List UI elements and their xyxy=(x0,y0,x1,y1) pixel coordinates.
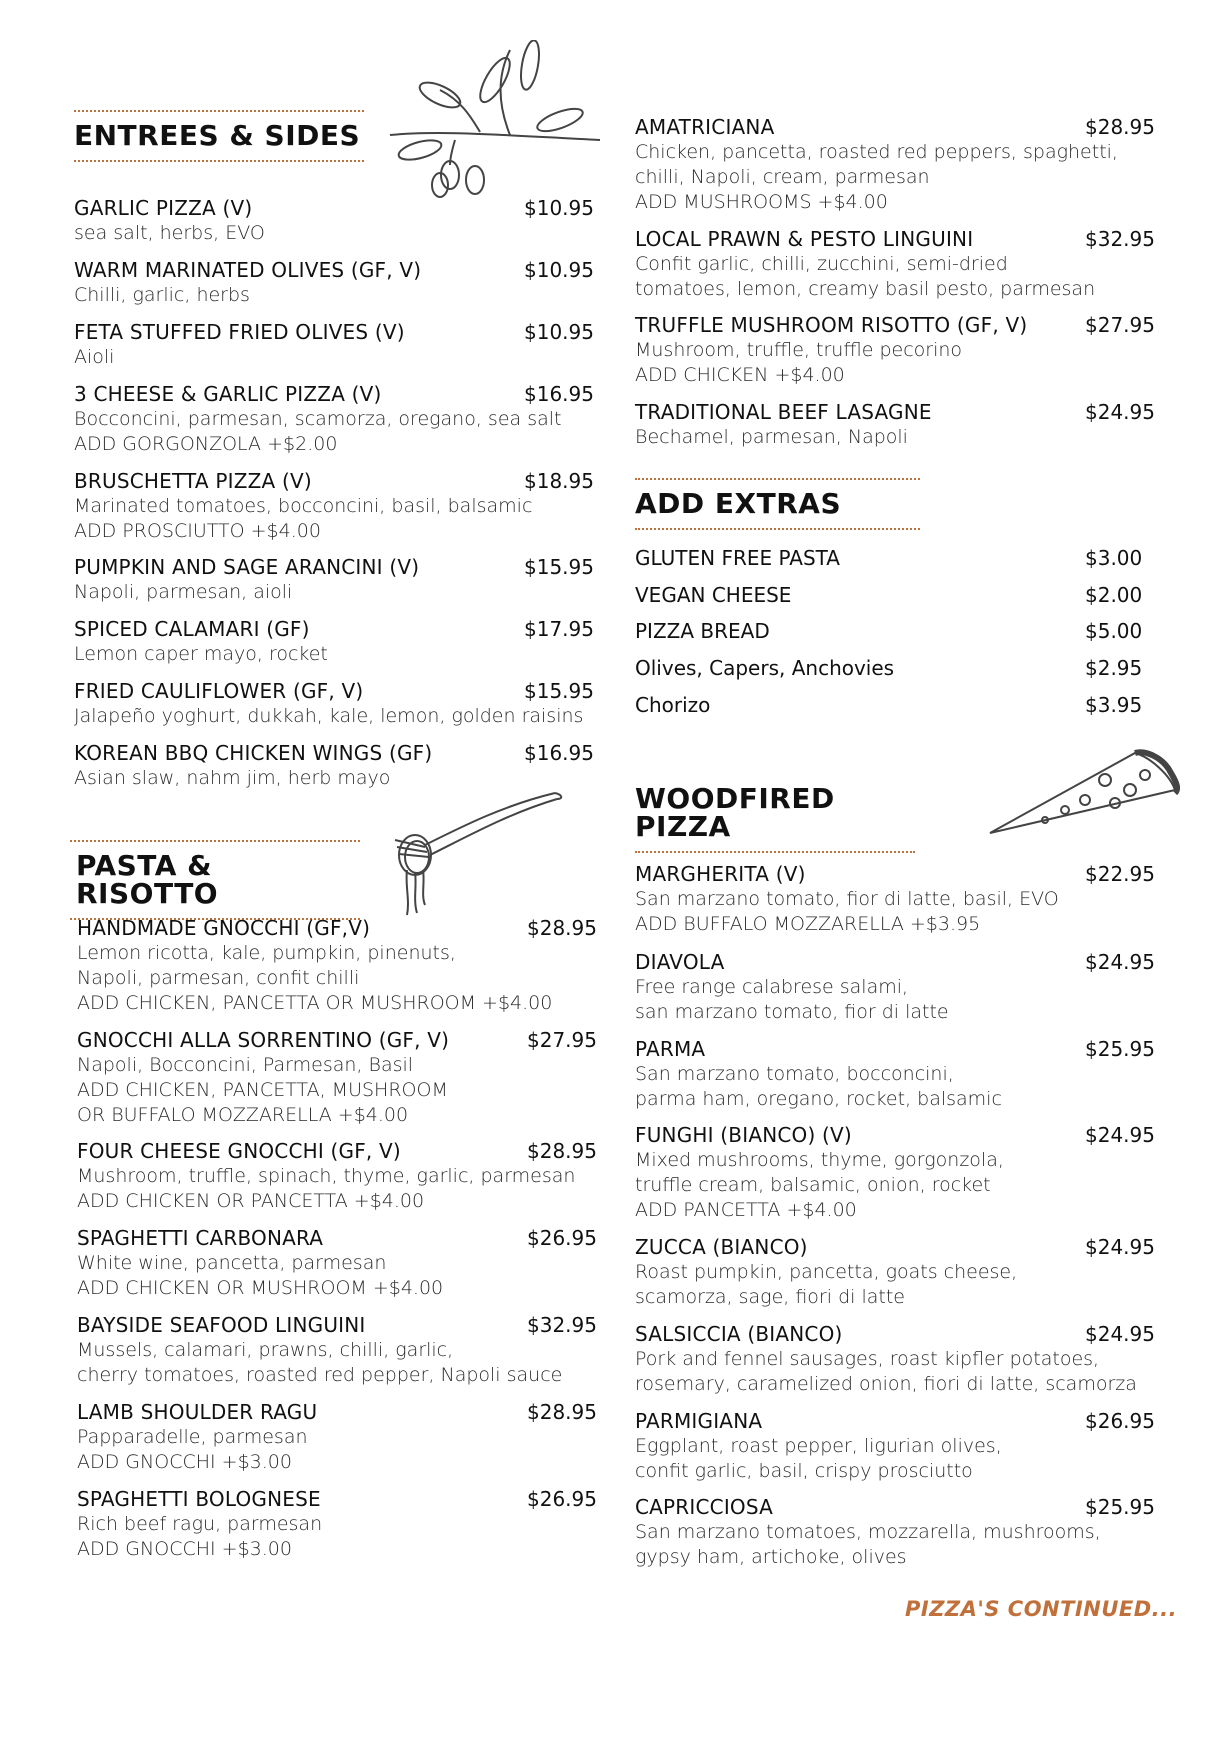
menu-item-description: Lemon caper mayo, rocket xyxy=(74,643,328,665)
menu-item-name: LAMB SHOULDER RAGU xyxy=(77,1400,318,1424)
menu-item-price: $28.95 xyxy=(527,1400,597,1424)
section-title: ADD EXTRAS xyxy=(635,487,842,520)
menu-item xyxy=(74,258,614,308)
menu-item-price: $24.95 xyxy=(1085,1235,1155,1259)
extra-item-name: Chorizo xyxy=(635,693,711,717)
divider xyxy=(635,851,915,853)
menu-item xyxy=(635,1495,1175,1570)
menu-item-price: $26.95 xyxy=(527,1487,597,1511)
menu-item-price: $32.95 xyxy=(527,1313,597,1337)
menu-item xyxy=(74,555,614,605)
menu-item xyxy=(635,1037,1175,1112)
menu-item-description: sea salt, herbs, EVO xyxy=(74,222,265,244)
menu-item-description: gypsy ham, artichoke, olives xyxy=(635,1546,907,1568)
menu-item-price: $24.95 xyxy=(1085,950,1155,974)
menu-item-name: GNOCCHI ALLA SORRENTINO (GF, V) xyxy=(77,1028,450,1052)
menu-item-name: PUMPKIN AND SAGE ARANCINI (V) xyxy=(74,555,420,579)
menu-item-price: $15.95 xyxy=(524,555,594,579)
menu-item xyxy=(77,1487,617,1562)
pizza-continued-note: PIZZA'S CONTINUED... xyxy=(905,1597,1178,1621)
menu-item-description: Pork and fennel sausages, roast kipfler potatoes, xyxy=(635,1348,1100,1370)
menu-item-description: ADD GNOCCHI +$3.00 xyxy=(77,1451,292,1473)
extra-item-price: $2.00 xyxy=(1085,583,1143,607)
menu-item-description: Papparadelle, parmesan xyxy=(77,1426,308,1448)
menu-item-description: Mushroom, truffle, truffle pecorino xyxy=(635,339,963,361)
menu-item-price: $26.95 xyxy=(527,1226,597,1250)
menu-item-price: $10.95 xyxy=(524,258,594,282)
fork-spaghetti-icon xyxy=(385,785,565,925)
menu-item-description: San marzano tomato, bocconcini, xyxy=(635,1063,954,1085)
menu-item-price: $25.95 xyxy=(1085,1037,1155,1061)
menu-item xyxy=(74,320,614,370)
extra-item xyxy=(635,619,1155,644)
menu-item-price: $18.95 xyxy=(524,469,594,493)
menu-item-price: $25.95 xyxy=(1085,1495,1155,1519)
menu-item-description: ADD CHICKEN +$4.00 xyxy=(635,364,845,386)
menu-item-description: truffle cream, balsamic, onion, rocket xyxy=(635,1174,991,1196)
menu-item-description: ADD BUFFALO MOZZARELLA +$3.95 xyxy=(635,913,981,935)
menu-item xyxy=(635,115,1175,215)
extra-item-price: $5.00 xyxy=(1085,619,1143,643)
menu-item-description: scamorza, sage, fiori di latte xyxy=(635,1286,905,1308)
menu-item-description: confit garlic, basil, crispy prosciutto xyxy=(635,1460,973,1482)
menu-item-name: CAPRICCIOSA xyxy=(635,1495,774,1519)
menu-item-name: KOREAN BBQ CHICKEN WINGS (GF) xyxy=(74,741,433,765)
menu-item-name: SPAGHETTI BOLOGNESE xyxy=(77,1487,321,1511)
menu-item xyxy=(77,1400,617,1475)
menu-item-description: San marzano tomatoes, mozzarella, mushrooms, xyxy=(635,1521,1101,1543)
menu-item-price: $27.95 xyxy=(1085,313,1155,337)
menu-item xyxy=(74,469,614,544)
menu-item-price: $27.95 xyxy=(527,1028,597,1052)
pizza-slice-icon xyxy=(985,745,1180,840)
menu-item xyxy=(635,400,1175,450)
menu-item xyxy=(635,227,1175,302)
extra-item xyxy=(635,583,1155,608)
menu-item xyxy=(74,617,614,667)
menu-item xyxy=(74,741,614,791)
menu-item-price: $24.95 xyxy=(1085,1322,1155,1346)
extra-item xyxy=(635,546,1155,571)
menu-item xyxy=(77,1313,617,1388)
menu-item-description: Roast pumpkin, pancetta, goats cheese, xyxy=(635,1261,1018,1283)
menu-item-description: Napoli, parmesan, aioli xyxy=(74,581,293,603)
menu-item xyxy=(635,862,1175,937)
menu-item-description: Aioli xyxy=(74,346,115,368)
menu-item-price: $24.95 xyxy=(1085,400,1155,424)
menu-item-description: rosemary, caramelized onion, fiori di latte, scamorza xyxy=(635,1373,1137,1395)
menu-item xyxy=(74,679,614,729)
menu-item-name: MARGHERITA (V) xyxy=(635,862,806,886)
menu-item-price: $22.95 xyxy=(1085,862,1155,886)
menu-item-description: Mushroom, truffle, spinach, thyme, garlic, parmesan xyxy=(77,1165,576,1187)
extra-item-name: GLUTEN FREE PASTA xyxy=(635,546,840,570)
menu-item xyxy=(77,1226,617,1301)
menu-item-description: ADD MUSHROOMS +$4.00 xyxy=(635,191,888,213)
menu-item xyxy=(77,1028,617,1128)
menu-item-description: ADD PROSCIUTTO +$4.00 xyxy=(74,520,321,542)
menu-item xyxy=(74,382,614,457)
menu-item-name: DIAVOLA xyxy=(635,950,725,974)
menu-item-name: TRUFFLE MUSHROOM RISOTTO (GF, V) xyxy=(635,313,1028,337)
menu-item-price: $17.95 xyxy=(524,617,594,641)
menu-item-name: FRIED CAULIFLOWER (GF, V) xyxy=(74,679,364,703)
menu-item-price: $32.95 xyxy=(1085,227,1155,251)
menu-item-description: ADD CHICKEN OR MUSHROOM +$4.00 xyxy=(77,1277,444,1299)
menu-item-name: GARLIC PIZZA (V) xyxy=(74,196,253,220)
menu-item-description: Mussels, calamari, prawns, chilli, garlic, xyxy=(77,1339,454,1361)
menu-item-price: $16.95 xyxy=(524,382,594,406)
pasta-section-header xyxy=(70,840,360,920)
menu-item-price: $26.95 xyxy=(1085,1409,1155,1433)
menu-item-name: SALSICCIA (BIANCO) xyxy=(635,1322,843,1346)
menu-item-description: ADD CHICKEN, PANCETTA, MUSHROOM xyxy=(77,1079,448,1101)
menu-item-description: Asian slaw, nahm jim, herb mayo xyxy=(74,767,391,789)
extra-item-price: $2.95 xyxy=(1085,656,1143,680)
menu-item-name: SPICED CALAMARI (GF) xyxy=(74,617,310,641)
menu-item-description: san marzano tomato, fior di latte xyxy=(635,1001,949,1023)
menu-item-description: ADD PANCETTA +$4.00 xyxy=(635,1199,857,1221)
extra-item-name: Olives, Capers, Anchovies xyxy=(635,656,895,680)
menu-item-description: ADD GNOCCHI +$3.00 xyxy=(77,1538,292,1560)
menu-item-description: Bechamel, parmesan, Napoli xyxy=(635,426,908,448)
menu-item-description: Chilli, garlic, herbs xyxy=(74,284,250,306)
menu-item-name: AMATRICIANA xyxy=(635,115,775,139)
menu-item xyxy=(635,1235,1175,1310)
menu-item-description: Marinated tomatoes, bocconcini, basil, balsamic xyxy=(74,495,533,517)
section-title: PASTA & RISOTTO xyxy=(76,849,219,910)
menu-item-price: $28.95 xyxy=(527,916,597,940)
menu-item-name: BAYSIDE SEAFOOD LINGUINI xyxy=(77,1313,366,1337)
menu-item-description: OR BUFFALO MOZZARELLA +$4.00 xyxy=(77,1104,409,1126)
menu-item xyxy=(635,1123,1175,1223)
menu-item-description: chilli, Napoli, cream, parmesan xyxy=(635,166,930,188)
menu-item-description: ADD CHICKEN, PANCETTA OR MUSHROOM +$4.00 xyxy=(77,992,553,1014)
extras-section-header xyxy=(635,478,920,530)
menu-item-description: Bocconcini, parmesan, scamorza, oregano, sea salt xyxy=(74,408,562,430)
extra-item-name: PIZZA BREAD xyxy=(635,619,770,643)
menu-item-description: Rich beef ragu, parmesan xyxy=(77,1513,323,1535)
menu-item-name: BRUSCHETTA PIZZA (V) xyxy=(74,469,312,493)
section-title: ENTREES & SIDES xyxy=(74,119,361,152)
menu-item-name: TRADITIONAL BEEF LASAGNE xyxy=(635,400,932,424)
menu-item xyxy=(74,196,614,246)
menu-item-description: Napoli, parmesan, confit chilli xyxy=(77,967,360,989)
menu-item-description: White wine, pancetta, parmesan xyxy=(77,1252,387,1274)
menu-item-description: Mixed mushrooms, thyme, gorgonzola, xyxy=(635,1149,1004,1171)
menu-item-price: $16.95 xyxy=(524,741,594,765)
menu-item-description: Napoli, Bocconcini, Parmesan, Basil xyxy=(77,1054,414,1076)
extra-item-price: $3.95 xyxy=(1085,693,1143,717)
menu-item-description: Jalapeño yoghurt, dukkah, kale, lemon, golden raisins xyxy=(74,705,584,727)
menu-item-description: ADD GORGONZOLA +$2.00 xyxy=(74,433,338,455)
menu-item-price: $28.95 xyxy=(527,1139,597,1163)
menu-item-description: cherry tomatoes, roasted red pepper, Napoli sauce xyxy=(77,1364,563,1386)
menu-item xyxy=(635,1322,1175,1397)
menu-item-description: parma ham, oregano, rocket, balsamic xyxy=(635,1088,1002,1110)
menu-item xyxy=(77,1139,617,1214)
menu-item-description: Eggplant, roast pepper, ligurian olives, xyxy=(635,1435,1002,1457)
pizza-section-header xyxy=(635,775,915,853)
divider xyxy=(635,528,920,530)
menu-item xyxy=(635,313,1175,388)
menu-item-price: $10.95 xyxy=(524,320,594,344)
menu-item-description: Confit garlic, chilli, zucchini, semi-dried xyxy=(635,253,1008,275)
extra-item xyxy=(635,693,1155,718)
menu-item-description: tomatoes, lemon, creamy basil pesto, parmesan xyxy=(635,278,1096,300)
extra-item-name: VEGAN CHEESE xyxy=(635,583,792,607)
section-title: WOODFIRED PIZZA xyxy=(635,782,835,843)
menu-item-description: San marzano tomato, fior di latte, basil, EVO xyxy=(635,888,1059,910)
menu-item-price: $24.95 xyxy=(1085,1123,1155,1147)
extra-item xyxy=(635,656,1155,681)
extra-item-price: $3.00 xyxy=(1085,546,1143,570)
menu-item-name: PARMIGIANA xyxy=(635,1409,763,1433)
menu-item xyxy=(77,916,617,1016)
menu-item-name: HANDMADE GNOCCHI (GF,V) xyxy=(77,916,371,940)
menu-item-name: LOCAL PRAWN & PESTO LINGUINI xyxy=(635,227,974,251)
menu-item-name: FUNGHI (BIANCO) (V) xyxy=(635,1123,852,1147)
menu-item-name: ZUCCA (BIANCO) xyxy=(635,1235,808,1259)
divider xyxy=(74,160,364,162)
menu-item-description: Lemon ricotta, kale, pumpkin, pinenuts, xyxy=(77,942,456,964)
menu-item-name: 3 CHEESE & GARLIC PIZZA (V) xyxy=(74,382,382,406)
menu-item xyxy=(635,950,1175,1025)
menu-item-name: PARMA xyxy=(635,1037,706,1061)
entrees-section-header xyxy=(74,110,364,162)
menu-item-description: ADD CHICKEN OR PANCETTA +$4.00 xyxy=(77,1190,425,1212)
menu-item xyxy=(635,1409,1175,1484)
menu-item-name: FOUR CHEESE GNOCCHI (GF, V) xyxy=(77,1139,401,1163)
menu-item-description: Free range calabrese salami, xyxy=(635,976,909,998)
menu-item-price: $10.95 xyxy=(524,196,594,220)
olive-branch-icon xyxy=(380,40,610,200)
menu-item-name: WARM MARINATED OLIVES (GF, V) xyxy=(74,258,422,282)
menu-item-name: SPAGHETTI CARBONARA xyxy=(77,1226,324,1250)
menu-item-price: $28.95 xyxy=(1085,115,1155,139)
menu-item-price: $15.95 xyxy=(524,679,594,703)
menu-item-name: FETA STUFFED FRIED OLIVES (V) xyxy=(74,320,405,344)
menu-item-description: Chicken, pancetta, roasted red peppers, spaghetti, xyxy=(635,141,1118,163)
